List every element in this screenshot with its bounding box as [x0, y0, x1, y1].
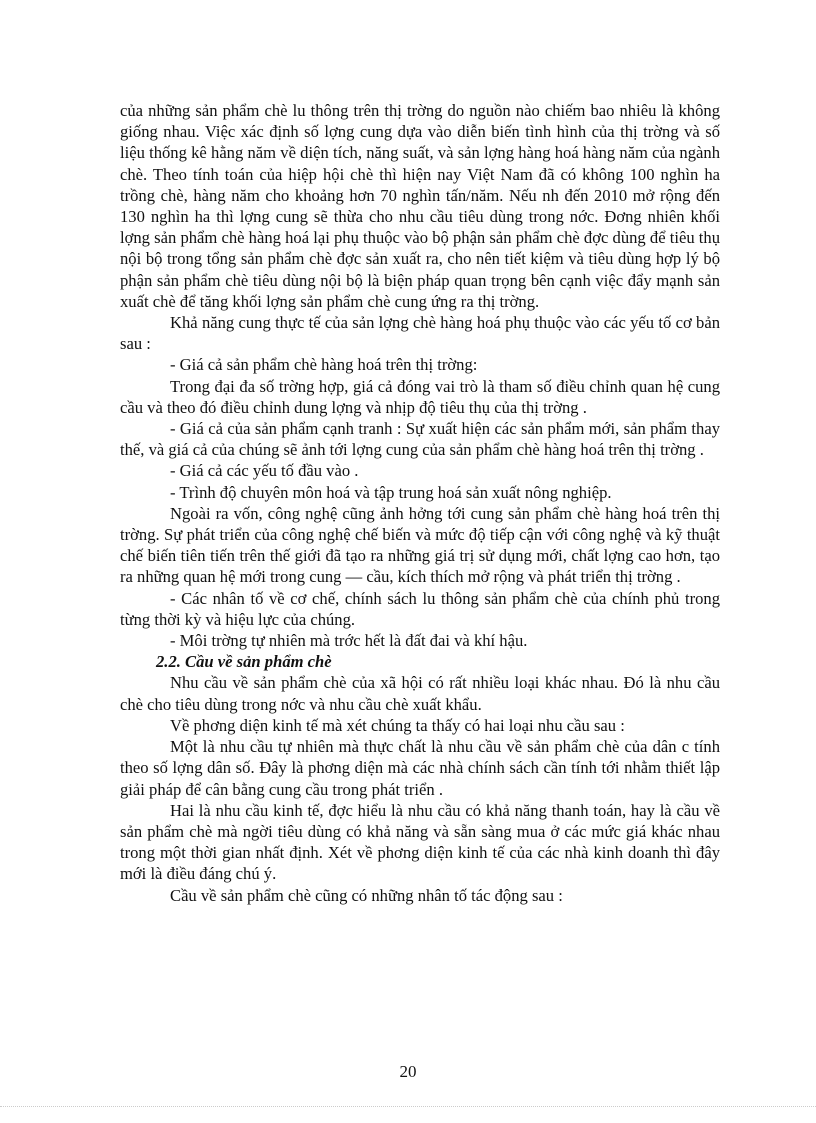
- list-item: - Giá cả của sản phẩm cạnh tranh : Sự xuất hiện các sản phẩm mới, sản phẩm thay thế, và giá cả của chúng sẽ ảnh tới lợng cung của sản phẩm chè hàng hoá trên thị trờng .: [120, 419, 720, 460]
- list-item: - Môi trờng tự nhiên mà trớc hết là đất đai và khí hậu.: [170, 631, 528, 651]
- list-item: - Giá cả các yếu tố đầu vào .: [170, 461, 359, 481]
- paragraph: Trong đại đa số trờng hợp, giá cả đóng vai trò là tham số điều chỉnh quan hệ cung cầu và theo đó điều chỉnh dung lợng và nhịp độ tiêu thụ của thị trờng .: [120, 376, 720, 417]
- section-heading: 2.2. Cầu về sản phẩm chè: [156, 652, 332, 672]
- paragraph: Ngoài ra vốn, công nghệ cũng ảnh hởng tới cung sản phẩm chè hàng hoá trên thị trờng. Sự phát triển của công nghệ chế biến và mức độ tiếp cận với công nghệ và kỹ thuật chế biến tiên tiến trên thế giới đã tạo ra những giá trị sử dụng mới, chất lợng cao hơn, tạo ra những quan hệ mới trong cung — cầu, kích thích mở rộng và phát triển thị trờng .: [120, 503, 720, 587]
- body-text: [120, 100, 720, 906]
- page-number: 20: [399, 1062, 417, 1081]
- paragraph: Một là nhu cầu tự nhiên mà thực chất là nhu cầu về sản phẩm chè của dân c tính theo số lợng dân số. Đây là phơng diện mà các nhà chính sách cần tính tới nhằm thiết lập giải pháp để cân bằng cung cầu trong phát triển .: [120, 737, 720, 799]
- list-item: - Giá cả sản phẩm chè hàng hoá trên thị trờng:: [170, 355, 478, 375]
- paragraph: Cầu về sản phẩm chè cũng có những nhân tố tác động sau :: [170, 885, 563, 905]
- list-item: - Trình độ chuyên môn hoá và tập trung hoá sản xuất nông nghiệp.: [170, 482, 612, 502]
- list-item: - Các nhân tố về cơ chế, chính sách lu thông sản phẩm chè của chính phủ trong từng thời kỳ và hiệu lực của chúng.: [120, 588, 720, 629]
- paragraph: Về phơng diện kinh tế mà xét chúng ta thấy có hai loại nhu cầu sau :: [170, 715, 625, 735]
- paragraph: Hai là nhu cầu kinh tế, đợc hiểu là nhu cầu có khả năng thanh toán, hay là cầu về sản phẩm chè mà ngời tiêu dùng có khả năng và sẵn sàng mua ở các mức giá khác nhau trong một thời gian nhất định. Xét về phơng diện kinh tế của các nhà kinh doanh thì đây mới là điều đáng chú ý.: [120, 800, 720, 884]
- paragraph: của những sản phẩm chè lu thông trên thị trờng do nguồn nào chiếm bao nhiêu là không giống nhau. Việc xác định số lợng cung dựa vào diễn biến tình hình của thị trờng và số liệu thống kê hằng năm về diện tích, năng suất, và sản lợng hàng hoá hàng năm của ngành chè. Theo tính toán của hiệp hội chè thì hiện nay Việt Nam đã có không 100 nghìn ha trồng chè, hàng năm cho khoảng hơn 70 nghìn tấn/năm. Nếu nh đến 2010 mở rộng đến 130 nghìn ha thì lợng cung sẽ thừa cho nhu cầu tiêu dùng trong nớc. Đơng nhiên khối lợng sản phẩm chè hàng hoá lại phụ thuộc vào bộ phận sản phẩm chè đợc dùng để tiêu thụ nội bộ trong tổng sản phẩm chè đợc sản xuất ra, cho nên tiết kiệm và tiêu dùng hợp lý bộ phận sản phẩm chè tiêu dùng nội bộ là biện pháp quan trọng bên cạnh việc đẩy mạnh sản xuất chè để tăng khối lợng sản phẩm chè cung ứng ra thị trờng.: [120, 101, 720, 311]
- paragraph: Khả năng cung thực tế của sản lợng chè hàng hoá phụ thuộc vào các yếu tố cơ bản sau :: [120, 313, 720, 354]
- page-bottom-divider: [0, 1106, 816, 1107]
- paragraph: Nhu cầu về sản phẩm chè của xã hội có rất nhiều loại khác nhau. Đó là nhu cầu chè cho tiêu dùng trong nớc và nhu cầu chè xuất khẩu.: [120, 673, 720, 714]
